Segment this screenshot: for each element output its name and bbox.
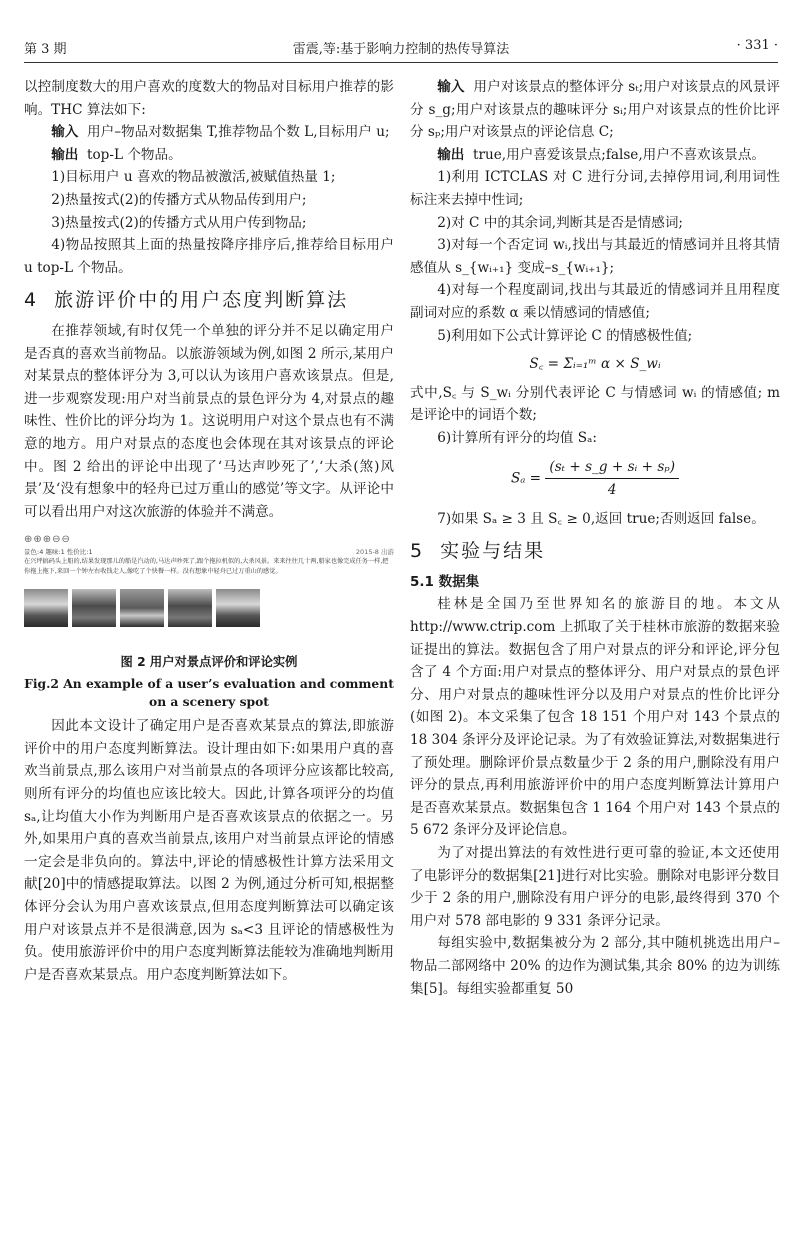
review-scores: 景色:4 趣味:1 性价比:1 xyxy=(24,548,93,557)
algorithm-step: 4)物品按照其上面的热量按降序排序后,推荐给目标用户 u top-L 个物品。 xyxy=(24,237,394,276)
algorithm-step: 1)利用 ICTCLAS 对 C 进行分词,去掉停用词,利用词性标注来去掉中性词; xyxy=(410,169,780,208)
scenery-photo xyxy=(72,589,116,627)
algorithm-step: 1)目标用户 u 喜欢的物品被激活,被赋值热量 1; xyxy=(51,169,336,186)
figure-caption-zh: 图 2 用户对景点评价和评论实例 xyxy=(120,655,298,670)
scenery-photo xyxy=(216,589,260,627)
fraction-denominator: 4 xyxy=(607,482,617,499)
scenery-photo xyxy=(24,589,68,627)
review-comment: 在兴坪搞码头上船的,结果发现那儿的船是汽动的,马达声吵死了,跟个拖拉机似的,大杀风景。来来往往几十两,船家也像完成任务一样,把你拖上拖下,来回一个钟左右收钱走人,像吃了个快餐一样。没有想象中轻舟已过万重山的感觉。 xyxy=(24,558,389,576)
page-number: · 331 · xyxy=(736,38,778,53)
section-heading xyxy=(410,540,780,563)
equation-mean xyxy=(410,456,780,502)
issue-number: 第 3 期 xyxy=(24,42,67,57)
scenery-photo xyxy=(168,589,212,627)
algorithm-step: 3)对每一个否定词 wᵢ,找出与其最近的情感词并且将其情感值从 s_{wᵢ₊₁} 变成–s_{wᵢ₊₁}; xyxy=(410,237,780,276)
output-text: top-L 个物品。 xyxy=(87,146,182,163)
header-rule xyxy=(24,62,778,63)
algorithm-step: 6)计算所有评分的均值 Sₐ: xyxy=(437,429,597,446)
output-label: 输出 xyxy=(51,146,79,163)
algorithm-step: 7)如果 Sₐ ≥ 3 且 S꜀ ≥ 0,返回 true;否则返回 false。 xyxy=(437,510,765,527)
section-number: 4 xyxy=(24,289,39,312)
algorithm-input xyxy=(410,76,780,144)
review-date: 2015-8 出游 xyxy=(355,548,394,557)
review-screenshot xyxy=(24,529,394,649)
paragraph: 在推荐领域,有时仅凭一个单独的评分并不足以确定用户是否真的喜欢当前物品。以旅游领域为例,如图 2 所示,某用户对某景点的整体评分为 3,可以认为该用户喜欢该景点。但是,进一步观察发现:用户对当前景点的景色评分为 4,对景点的趣味性、性价比的评分均为 1。这说明用户对这个景点也有不满意的地方。用户对景点的态度也会体现在其对该景点的评论中。图 2 给出的评论中出现了‘马达声吵死了’,‘大杀(煞)风景’及‘没有想象中的轻舟已过万重山的感觉’等文字。从评论中可以看出用户对这次旅游的体验并不满意。 xyxy=(24,322,394,520)
equation-lhs: Sₐ = xyxy=(510,470,542,487)
section-title: 实验与结果 xyxy=(440,540,546,563)
paragraph: 桂林是全国乃至世界知名的旅游目的地。本文从 http://www.ctrip.com 上抓取了关于桂林市旅游的数据来验证提出的算法。数据包含了用户对景点的评分和评论,评分包含了 4 个方面:用户对景点的整体评分、用户对景点的景色评分、用户对景点的趣味性评分以及用户对景点的性价比评分(如图 2)。本文采集了包含 18 151 个用户对 143 个景点的 18 304 条评分及评论记录。为了有效验证算法,对数据集进行了预处理。删除评价景点数量少于 2 条的用户,删除没有用户评分的景点,再利用旅游评价中的用户态度判断算法计算用户是否喜欢某景点。数据集包含 1 164 个用户对 143 个景点的 5 672 条评分及评论信息。 xyxy=(410,596,780,839)
paragraph: 每组实验中,数据集被分为 2 部分,其中随机挑选出用户–物品二部网络中 20% 的边作为测试集,其余 80% 的边为训练集[5]。每组实验都重复 50 xyxy=(410,935,780,997)
section-heading xyxy=(24,289,394,312)
section-number: 5 xyxy=(410,540,425,563)
fraction-numerator: (sₜ + s_g + sᵢ + sₚ) xyxy=(545,456,679,480)
algorithm-step: 5)利用如下公式计算评论 C 的情感极性值; xyxy=(437,327,693,344)
right-column xyxy=(410,76,780,1000)
output-label: 输出 xyxy=(437,146,465,163)
running-header xyxy=(24,38,778,58)
algorithm-output xyxy=(410,144,780,167)
figure-2 xyxy=(24,529,394,711)
input-label: 输入 xyxy=(437,79,465,95)
paragraph: 为了对提出算法的有效性进行更可靠的验证,本文还使用了电影评分的数据集[21]进行对比实验。删除对电影评分数目少于 2 条的用户,删除没有用户评分的电影,最终得到 370 个用户对 578 部电影的 9 331 条评分记录。 xyxy=(410,845,780,929)
input-label: 输入 xyxy=(51,124,79,141)
figure-caption-en xyxy=(24,675,394,711)
algorithm-input xyxy=(24,121,394,144)
algorithm-step: 2)对 C 中的其余词,判断其是否是情感词; xyxy=(437,214,683,231)
algorithm-step: 3)热量按式(2)的传播方式从用户传到物品; xyxy=(51,214,307,231)
caption-en-line: Fig.2 An example of a user’s evaluation and comment xyxy=(24,676,394,692)
paragraph: 因此本文设计了确定用户是否喜欢某景点的算法,即旅游评价中的用户态度判断算法。设计理由如下:如果用户真的喜欢当前景点,那么该用户对当前景点的各项评分应该都比较高,则所有评分的均值也应该比较大。因此,计算各项评分的均值 sₐ,让均值大小作为判断用户是否喜欢该景点的依据之一。另外,如果用户真的喜欢当前景点,该用户对当前景点评论的情感一定会是非负向的。算法中,评论的情感极性计算方法采用文献[20]中的情感提取算法。以图 2 为例,通过分析可知,根据整体评分会认为用户喜欢该景点,但用态度判断算法可以确定该用户对该景点并不是很满意,因为 sₐ<3 且评论的情感极性为负。使用旅游评价中的用户态度判断算法能较为准确地判断用户是否喜欢某景点。用户态度判断算法如下。 xyxy=(24,718,394,983)
equation-explanation: 式中,S꜀ 与 S_wᵢ 分别代表评论 C 与情感词 wᵢ 的情感值; m 是评论中的词语个数; xyxy=(410,384,780,424)
output-text: true,用户喜爱该景点;false,用户不喜欢该景点。 xyxy=(473,146,766,163)
equation-sentiment: S꜀ = Σᵢ₌₁ᵐ α × S_wᵢ xyxy=(529,356,661,373)
rating-stars-icon: ⊕⊕⊕⊖⊖ xyxy=(24,534,71,546)
fraction xyxy=(545,456,679,502)
paragraph: 以控制度数大的用户喜欢的度数大的物品对目标用户推荐的影响。THC 算法如下: xyxy=(24,79,394,118)
review-photos xyxy=(24,589,260,627)
section-title: 旅游评价中的用户态度判断算法 xyxy=(54,289,349,312)
algorithm-step: 2)热量按式(2)的传播方式从物品传到用户; xyxy=(51,191,307,208)
subsection-heading: 5.1 数据集 xyxy=(410,573,480,590)
input-text: 用户对该景点的整体评分 sₜ;用户对该景点的风景评分 s_g;用户对该景点的趣味评分 sᵢ;用户对该景点的性价比评分 sₚ;用户对该景点的评论信息 C; xyxy=(410,79,781,141)
algorithm-output xyxy=(24,144,394,167)
scenery-photo xyxy=(120,589,164,627)
running-title: 雷震,等:基于影响力控制的热传导算法 xyxy=(292,42,510,57)
caption-en-line: on a scenery spot xyxy=(149,694,269,710)
algorithm-step: 4)对每一个程度副词,找出与其最近的情感词并且用程度副词对应的系数 α 乘以情感词的情感值; xyxy=(410,282,780,321)
left-column xyxy=(24,76,394,986)
input-text: 用户–物品对数据集 T,推荐物品个数 L,目标用户 u; xyxy=(87,124,390,141)
